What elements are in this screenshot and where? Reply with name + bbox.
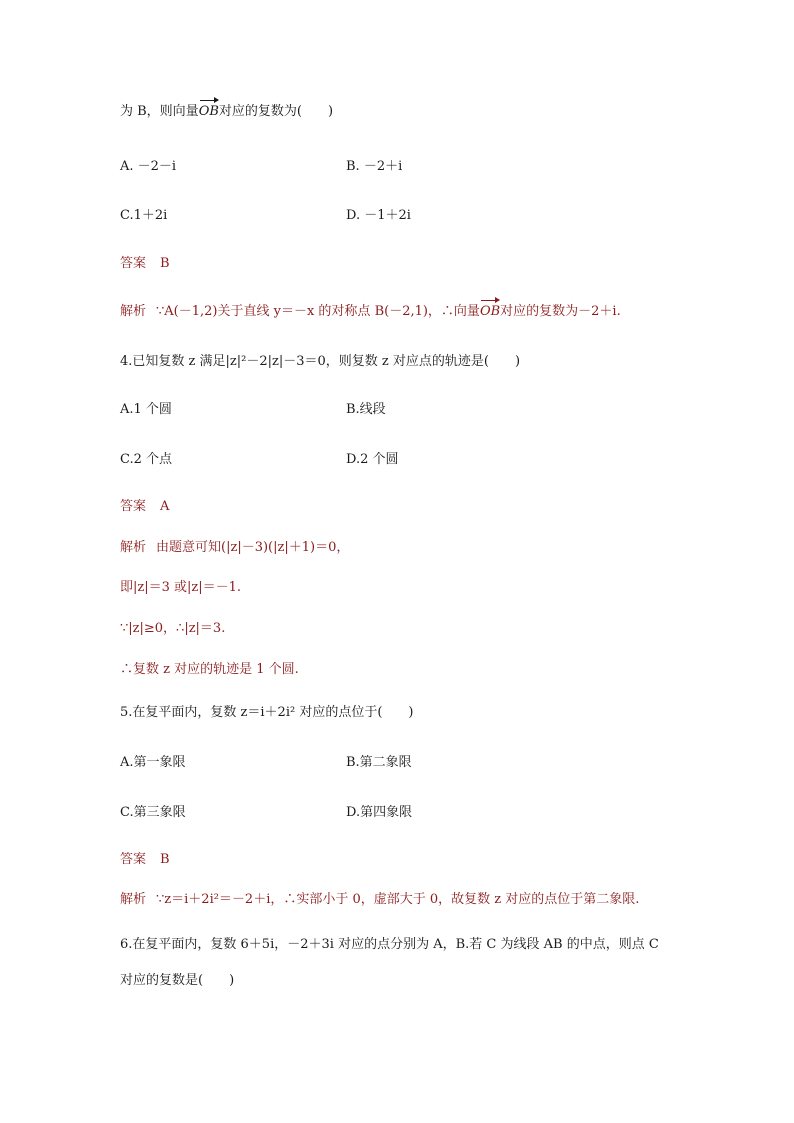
q4-option-a: A.1 个圆 <box>120 402 172 417</box>
q3-analysis-label: 解析 <box>120 304 147 319</box>
q4-option-d: D.2 个圆 <box>346 452 399 467</box>
q3-option-c: C.1＋2i <box>120 208 168 223</box>
q4-answer-value: A <box>160 499 170 514</box>
q5-option-a: A.第一象限 <box>120 755 186 770</box>
q3-analysis-prefix: ∵A(－1,2)关于直线 y＝－x 的对称点 B(－2,1)，∴向量 <box>156 304 480 319</box>
q5-analysis-text: ∵z＝i＋2i²＝－2＋i，∴实部小于 0，虚部大于 0，故复数 z 对应的点位于第二象限. <box>156 892 640 907</box>
q3-stem-prefix: 为 B，则向量 <box>120 104 199 119</box>
q5-stem: 5.在复平面内，复数 z＝i＋2i² 对应的点位于( ) <box>120 705 414 720</box>
q4-analysis-line-3: ∵|z|≥0，∴|z|＝3. <box>120 621 226 636</box>
q4-answer-label: 答案 <box>120 499 147 514</box>
q3-stem <box>120 102 333 122</box>
q3-answer <box>120 254 170 274</box>
q3-answer-label: 答案 <box>120 256 147 271</box>
q5-answer <box>120 850 170 870</box>
q3-option-b: B. －2＋i <box>346 159 403 174</box>
q3-analysis <box>120 302 621 322</box>
q5-analysis-label: 解析 <box>120 892 147 907</box>
q3-answer-value: B <box>160 256 170 271</box>
q4-analysis-line-4: ∴复数 z 对应的轨迹是 1 个圆. <box>120 662 299 677</box>
q4-analysis <box>120 538 349 558</box>
q3-analysis-vector: OB <box>480 302 500 322</box>
q5-answer-value: B <box>160 852 170 867</box>
q5-option-c: C.第三象限 <box>120 805 186 820</box>
q3-option-a: A. －2－i <box>120 159 177 174</box>
q5-option-d: D.第四象限 <box>346 805 413 820</box>
q4-analysis-label: 解析 <box>120 540 147 555</box>
q4-stem: 4.已知复数 z 满足|z|²－2|z|－3＝0，则复数 z 对应点的轨迹是( ) <box>120 354 521 369</box>
q6-stem-line-2: 对应的复数是( ) <box>120 973 235 988</box>
q6-stem-line-1: 6.在复平面内，复数 6＋5i，－2＋3i 对应的点分别为 A，B.若 C 为线段 AB 的中点，则点 C <box>120 937 659 952</box>
q3-option-d: D. －1＋2i <box>346 208 411 223</box>
q4-analysis-line-2: 即|z|＝3 或|z|＝－1. <box>120 580 242 595</box>
q3-stem-suffix: 对应的复数为( ) <box>218 104 334 119</box>
q5-option-b: B.第二象限 <box>346 755 412 770</box>
q4-answer <box>120 497 169 517</box>
q3-analysis-suffix: 对应的复数为－2＋i. <box>500 304 621 319</box>
q4-analysis-line-1: 由题意可知(|z|－3)(|z|＋1)＝0， <box>156 540 350 555</box>
q5-analysis <box>120 890 639 910</box>
q5-answer-label: 答案 <box>120 852 147 867</box>
q4-option-b: B.线段 <box>346 402 386 417</box>
q4-option-c: C.2 个点 <box>120 452 173 467</box>
q3-stem-vector: OB <box>199 102 219 122</box>
